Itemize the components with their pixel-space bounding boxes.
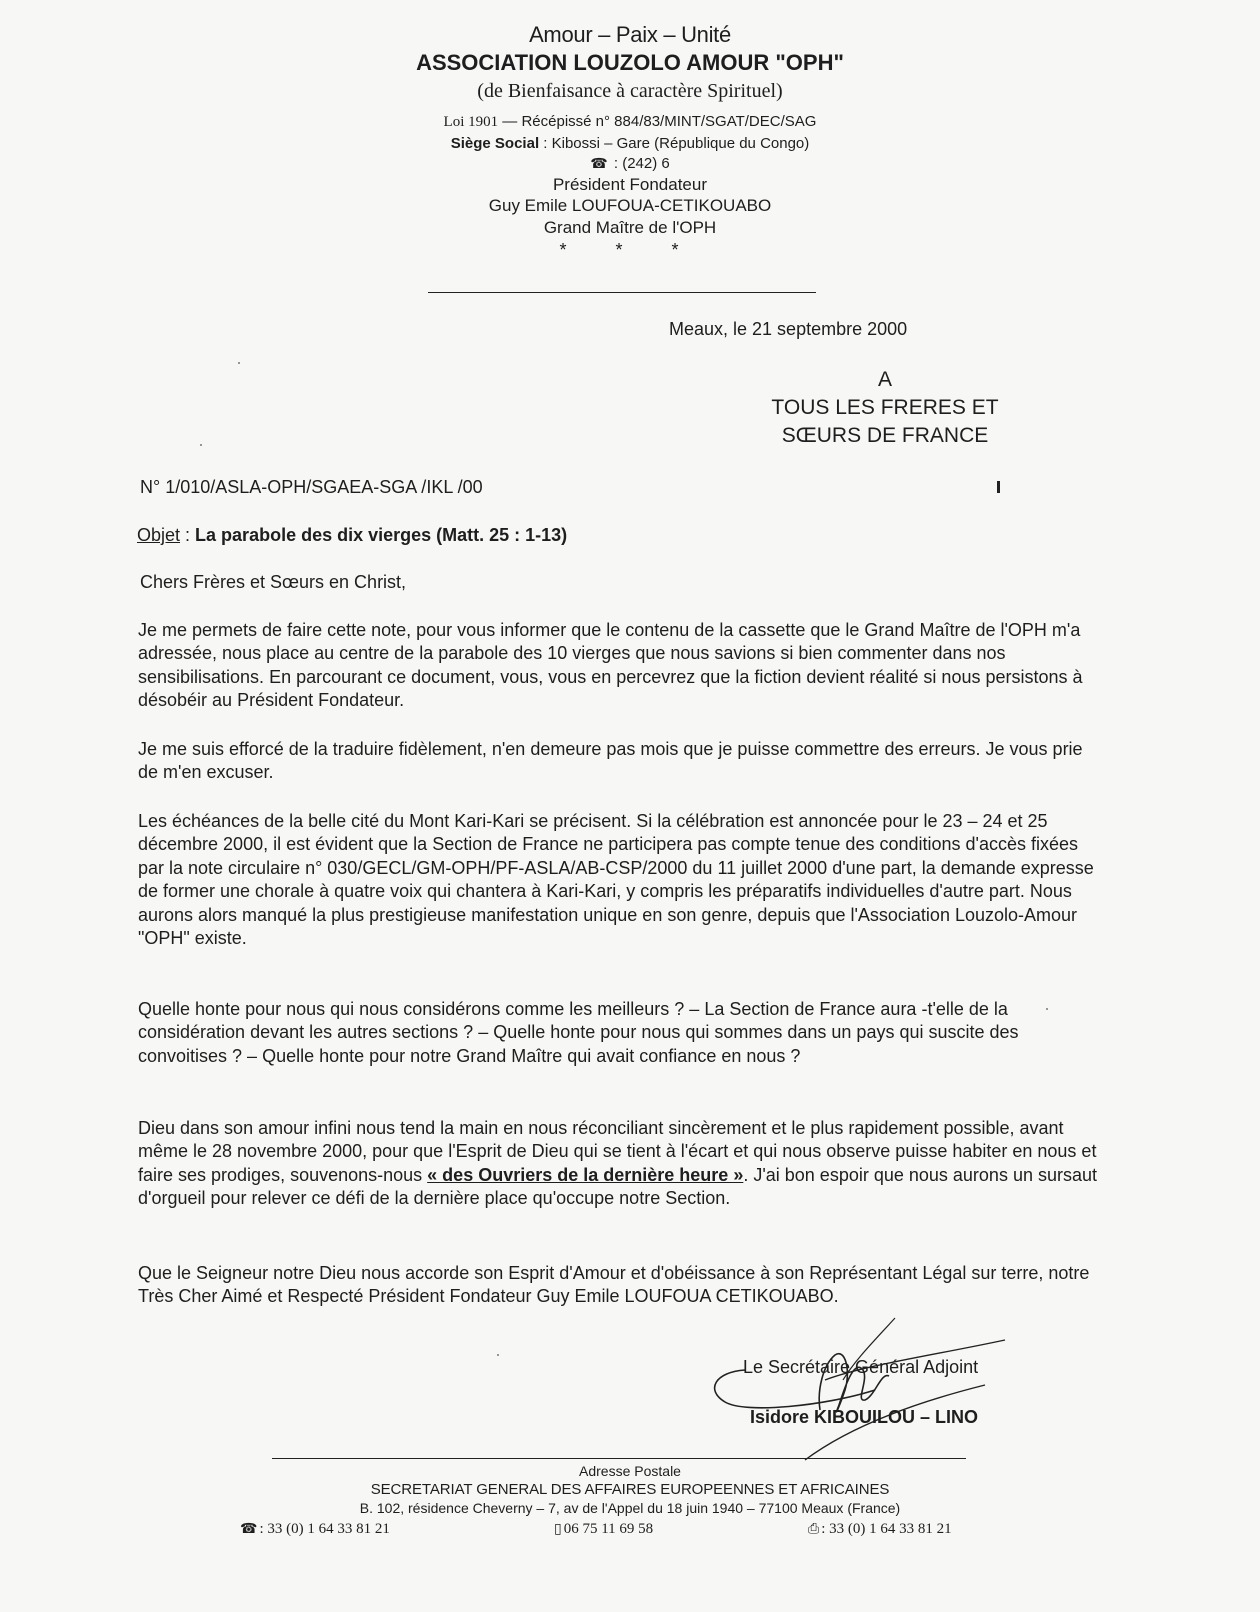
footer-address: B. 102, résidence Cheverny – 7, av de l'Appel du 18 juin 1940 – 77100 Meaux (France) — [359, 1500, 901, 1516]
phone-value: : (242) 6 — [609, 155, 670, 172]
signatory-title: Le Secrétaire Général Adjoint — [743, 1357, 979, 1377]
margin-mark — [997, 481, 1000, 493]
siege-label: Siège Social — [450, 135, 540, 152]
body-paragraph-6: Que le Seigneur notre Dieu nous accorde son Esprit d'Amour et d'obéissance à son Représentant Légal sur terre, notre Très Cher Aimé et Respecté Président Fondateur Guy Emile LOUFOUA CETIKOUABO. — [138, 1263, 1090, 1307]
grand-maitre: Grand Maître de l'OPH — [543, 218, 717, 237]
scan-speck — [238, 362, 240, 364]
body-paragraph-2: Je me suis efforcé de la traduire fidèlement, n'en demeure pas mois que je puisse commettre des erreurs. Je vous prie de m'en excuser. — [138, 739, 1083, 783]
paragraph-5-emphasis: « des Ouvriers de la dernière heure » — [427, 1164, 744, 1185]
separator-stars: * * * — [559, 240, 701, 260]
footer-mobile-value: 06 75 11 69 58 — [563, 1521, 654, 1537]
recipient-line-2: TOUS LES FRERES ET — [771, 396, 999, 419]
footer-organization: SECRETARIAT GENERAL DES AFFAIRES EUROPEENNES ET AFRICAINES — [370, 1481, 890, 1498]
footer-fax-value: : 33 (0) 1 64 33 81 21 — [821, 1521, 952, 1537]
footer-phone — [240, 1521, 390, 1538]
president-name: Guy Emile LOUFOUA-CETIKOUABO — [488, 196, 772, 215]
motto: Amour – Paix – Unité — [529, 22, 731, 47]
registration-line — [0, 113, 1260, 131]
footer-phone-value: : 33 (0) 1 64 33 81 21 — [259, 1521, 390, 1537]
header-divider — [428, 292, 816, 293]
signatory-name: Isidore KIBOUILOU – LINO — [750, 1407, 979, 1427]
footer-fax — [808, 1521, 952, 1538]
association-subtitle: (de Bienfaisance à caractère Spirituel) — [477, 80, 783, 102]
association-name: ASSOCIATION LOUZOLO AMOUR "OPH" — [416, 50, 844, 75]
footer-mobile — [554, 1521, 653, 1538]
scan-speck — [200, 444, 202, 446]
recipient-line-1: A — [877, 368, 892, 391]
paragraph-5-start: Dieu dans son amour infini nous tend la main en nous réconciliant sincèrement et le plus rapidement possible, avant même le 28 novembre 2000, pour que l'Esprit de Dieu qui se tient à l'écart et qui nous observe puisse habiter en nous et faire ses prodiges, souvenons-nous — [138, 1118, 1097, 1185]
scan-speck — [1046, 1008, 1048, 1010]
telephone-icon: ☎ — [240, 1521, 258, 1537]
date-line: Meaux, le 21 septembre 2000 — [669, 319, 908, 339]
body-paragraph-3: Les échéances de la belle cité du Mont Kari-Kari se précisent. Si la célébration est annoncée pour le 23 – 24 et 25 décembre 2000, il est évident que la Section de France ne participera pas compte tenue des conditions d'accès fixées par la note circulaire n° 030/GECL/GM-OPH/PF-ASLA/AB-CSP/2000 du 11 juillet 2000 d'une part, la demande expresse de former une chorale à quatre voix qui chantera à Kari-Kari, y compris les préparatifs individuelles d'autre part. Nous aurons alors manqué la plus prestigieuse manifestation unique en son genre, depuis que l'Association Louzolo-Amour "OPH" existe. — [138, 811, 1094, 949]
handwritten-signature — [705, 1310, 1025, 1470]
mobile-phone-icon: ▯ — [554, 1521, 562, 1537]
president-title: Président Fondateur — [552, 175, 708, 194]
footer-divider — [272, 1458, 966, 1459]
loi-text: Loi 1901 — [443, 114, 499, 130]
phone-line — [0, 155, 1260, 172]
recepisse-text: — Récépissé n° 884/83/MINT/SGAT/DEC/SAG — [498, 113, 817, 130]
greeting: Chers Frères et Sœurs en Christ, — [140, 572, 407, 592]
subject-line: Objet : La parabole des dix vierges (Matt. 25 : 1-13) — [137, 525, 568, 545]
subject-text: La parabole des dix vierges (Matt. 25 : 1-13) — [195, 525, 568, 545]
subject-label: Objet — [137, 525, 181, 545]
scan-speck — [497, 1354, 499, 1356]
fax-icon: ⎙ — [808, 1521, 820, 1537]
body-paragraph-4: Quelle honte pour nous qui nous considérons comme les meilleurs ? – La Section de France aura -t'elle de la considération devant les autres sections ? – Quelle honte pour nous qui sommes dans un pays qui suscite des convoitises ? – Quelle honte pour notre Grand Maître qui avait confiance en nous ? — [138, 999, 1019, 1066]
telephone-icon: ☎ — [590, 156, 608, 172]
siege-value: : Kibossi – Gare (République du Congo) — [539, 135, 810, 152]
reference-number: N° 1/010/ASLA-OPH/SGAEA-SGA /IKL /00 — [140, 477, 483, 497]
body-paragraph-5 — [138, 1117, 1098, 1211]
footer-label: Adresse Postale — [579, 1463, 681, 1479]
body-paragraph-1: Je me permets de faire cette note, pour vous informer que le contenu de la cassette que le Grand Maître de l'OPH m'a adressée, nous place au centre de la parabole des 10 vierges que nous savions si bien commenter dans nos sensibilisations. En parcourant ce document, vous, vous en percevrez que la fiction devient réalité si nous persistons à désobéir au Président Fondateur. — [138, 620, 1083, 711]
recipient-line-3: SŒURS DE FRANCE — [781, 424, 989, 447]
siege-line — [0, 135, 1260, 152]
paragraph-5-end: . J'ai bon espoir que nous aurons un sursaut d'orgueil pour relever ce défi de la dernière place qu'occupe notre Section. — [138, 1164, 1097, 1209]
